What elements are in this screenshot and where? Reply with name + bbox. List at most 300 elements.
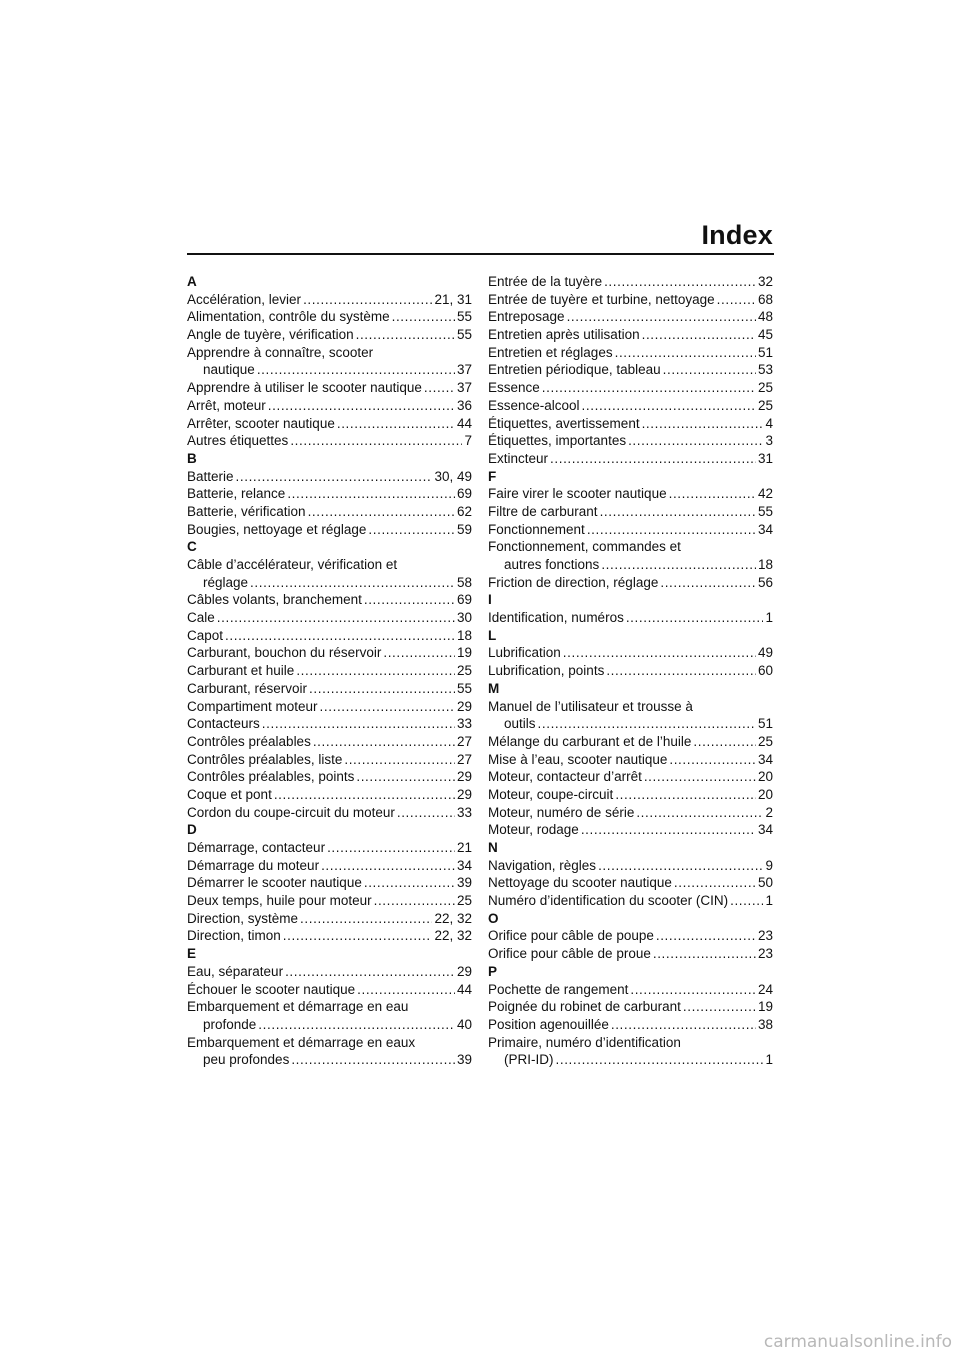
leader-dots xyxy=(217,609,455,627)
index-entry xyxy=(488,874,773,892)
index-entry-term: Orifice pour câble de proue xyxy=(488,946,651,962)
index-entry-term: autres fonctions xyxy=(504,557,600,572)
leader-dots xyxy=(669,751,756,769)
leader-dots xyxy=(628,432,763,450)
index-entry-page: 23 xyxy=(757,946,773,962)
index-entry-term: Contrôles préalables, points xyxy=(187,769,355,785)
index-entry-page: 42 xyxy=(757,486,773,502)
index-entry-term: Cordon du coupe-circuit du moteur xyxy=(187,804,395,820)
leader-dots xyxy=(642,415,764,433)
index-entry xyxy=(488,273,773,291)
leader-dots xyxy=(356,326,455,344)
index-entry-term: Direction, système xyxy=(187,910,299,926)
leader-dots xyxy=(296,662,455,680)
leader-dots xyxy=(262,715,455,733)
index-entry xyxy=(488,821,773,839)
leader-dots xyxy=(626,609,764,627)
index-entry-term: Échouer le scooter nautique xyxy=(187,981,356,997)
leader-dots xyxy=(693,733,756,751)
index-entry xyxy=(187,662,472,680)
index-entry xyxy=(488,768,773,786)
index-letter-heading: F xyxy=(488,468,497,484)
index-entry-term: Mise à l’eau, scooter nautique xyxy=(488,751,668,767)
leader-dots xyxy=(327,839,455,857)
leader-dots xyxy=(674,874,756,892)
index-entry-page: 58 xyxy=(456,574,472,590)
index-entry-page: 55 xyxy=(456,680,472,696)
index-entry xyxy=(488,574,773,592)
index-entry-term: peu profondes xyxy=(203,1052,290,1068)
index-entry-term: Accélération, levier xyxy=(187,291,302,307)
leader-dots xyxy=(268,397,455,415)
index-entry xyxy=(488,1051,773,1069)
index-entry-line: Câble d’accélérateur, vérification et xyxy=(187,557,398,572)
index-entry-term: Lubrification, points xyxy=(488,663,605,679)
index-entry-page: 19 xyxy=(757,999,773,1015)
index-entry-page: 1 xyxy=(765,1052,773,1068)
leader-dots xyxy=(424,379,455,397)
leader-dots xyxy=(636,804,763,822)
index-entry-page: 3 xyxy=(765,433,773,449)
index-entry xyxy=(187,733,472,751)
index-entry-page: 68 xyxy=(757,291,773,307)
index-entry-page: 1 xyxy=(765,610,773,626)
index-entry xyxy=(488,857,773,875)
index-entry-term: Numéro d’identification du scooter (CIN) xyxy=(488,893,729,909)
index-entry-page: 27 xyxy=(456,751,472,767)
index-entry-term: outils xyxy=(504,716,536,732)
index-entry-page: 20 xyxy=(757,769,773,785)
index-entry-term: Pochette de rangement xyxy=(488,981,629,997)
leader-dots xyxy=(344,751,455,769)
index-entry-term: Arrêt, moteur xyxy=(187,397,266,413)
index-entry xyxy=(488,344,773,362)
leader-dots xyxy=(287,485,455,503)
index-entry xyxy=(187,892,472,910)
index-entry-page: 22, 32 xyxy=(434,928,472,944)
index-letter-heading: M xyxy=(488,680,500,696)
index-entry-term: Bougies, nettoyage et réglage xyxy=(187,521,367,537)
index-entry-term: Autres étiquettes xyxy=(187,433,289,449)
index-letter-heading: E xyxy=(187,946,197,962)
index-entry xyxy=(488,715,773,733)
index-entry-page: 37 xyxy=(456,362,472,378)
index-entry xyxy=(187,927,472,945)
index-entry xyxy=(187,591,472,609)
index-entry-line: Manuel de l’utilisateur et trousse à xyxy=(488,698,693,714)
leader-dots xyxy=(656,927,756,945)
index-entry-term: Batterie xyxy=(187,468,234,484)
leader-dots xyxy=(290,432,462,450)
index-entry xyxy=(187,874,472,892)
index-entry xyxy=(488,945,773,963)
index-entry xyxy=(187,609,472,627)
index-entry-term: Contrôles préalables, liste xyxy=(187,751,343,767)
index-entry-page: 34 xyxy=(456,857,472,873)
index-entry-page: 20 xyxy=(757,786,773,802)
index-entry-page: 36 xyxy=(456,397,472,413)
index-entry-page: 31 xyxy=(757,450,773,466)
leader-dots xyxy=(250,574,455,592)
index-entry xyxy=(187,1016,472,1034)
leader-dots xyxy=(660,574,756,592)
index-entry xyxy=(187,680,472,698)
index-entry xyxy=(187,432,472,450)
leader-dots xyxy=(556,1051,764,1069)
index-entry-page: 29 xyxy=(456,769,472,785)
index-entry xyxy=(187,644,472,662)
leader-dots xyxy=(225,627,455,645)
index-entry-page: 25 xyxy=(456,893,472,909)
index-entry xyxy=(187,1051,472,1069)
index-entry-term: Orifice pour câble de poupe xyxy=(488,928,654,944)
leader-dots xyxy=(308,503,455,521)
index-entry-page: 30 xyxy=(456,610,472,626)
title-rule xyxy=(187,253,774,255)
index-entry xyxy=(187,397,472,415)
index-entry-term: Entretien après utilisation xyxy=(488,327,640,343)
index-entry-page: 25 xyxy=(456,663,472,679)
index-entry-term: Carburant, réservoir xyxy=(187,680,308,696)
index-entry xyxy=(488,556,773,574)
index-entry xyxy=(187,910,472,928)
index-entry-page: 39 xyxy=(456,875,472,891)
index-column-left xyxy=(187,273,472,1069)
leader-dots xyxy=(392,308,455,326)
index-entry xyxy=(187,786,472,804)
index-entry-term: Lubrification xyxy=(488,645,561,661)
index-entry xyxy=(488,981,773,999)
index-entry-page: 62 xyxy=(456,503,472,519)
index-entry-page: 29 xyxy=(456,698,472,714)
index-entry-term: Faire virer le scooter nautique xyxy=(488,486,667,502)
index-entry-term: Filtre de carburant xyxy=(488,503,598,519)
index-entry xyxy=(187,291,472,309)
index-entry-page: 25 xyxy=(757,397,773,413)
index-entry xyxy=(488,326,773,344)
index-entry xyxy=(488,1016,773,1034)
leader-dots xyxy=(368,521,455,539)
leader-dots xyxy=(291,1051,455,1069)
leader-dots xyxy=(582,397,756,415)
index-entry-term: Entretien et réglages xyxy=(488,344,613,360)
leader-dots xyxy=(257,361,455,379)
index-entry-page: 9 xyxy=(765,857,773,873)
index-entry xyxy=(488,804,773,822)
index-entry-line: Embarquement et démarrage en eaux xyxy=(187,1034,416,1050)
index-entry xyxy=(488,308,773,326)
index-entry-page: 25 xyxy=(757,733,773,749)
leader-dots xyxy=(303,291,432,309)
index-entry xyxy=(488,432,773,450)
index-entry-page: 48 xyxy=(757,309,773,325)
index-entry-page: 4 xyxy=(765,415,773,431)
leader-dots xyxy=(274,786,455,804)
index-entry-page: 59 xyxy=(456,521,472,537)
leader-dots xyxy=(309,680,455,698)
index-entry-page: 56 xyxy=(757,574,773,590)
index-column-right xyxy=(488,273,773,1069)
index-entry-page: 51 xyxy=(757,716,773,732)
index-entry-term: Mélange du carburant et de l’huile xyxy=(488,733,692,749)
index-entry-term: Entrée de la tuyère xyxy=(488,274,603,289)
leader-dots xyxy=(630,981,756,999)
index-letter-heading: A xyxy=(187,274,197,289)
index-entry-term: Étiquettes, avertissement xyxy=(488,415,640,431)
index-letter-heading: L xyxy=(488,627,497,643)
index-entry xyxy=(187,698,472,716)
index-entry-page: 49 xyxy=(757,645,773,661)
index-entry xyxy=(187,415,472,433)
index-entry xyxy=(187,308,472,326)
leader-dots xyxy=(601,556,756,574)
leader-dots xyxy=(313,733,455,751)
index-entry-term: Eau, séparateur xyxy=(187,963,284,979)
leader-dots xyxy=(669,485,756,503)
index-entry-term: Position agenouillée xyxy=(488,1016,609,1032)
index-entry-page: 25 xyxy=(757,380,773,396)
index-entry-page: 55 xyxy=(456,327,472,343)
index-entry-term: Navigation, règles xyxy=(488,857,597,873)
index-entry-term: (PRI-ID) xyxy=(504,1052,554,1068)
index-entry-page: 39 xyxy=(456,1052,472,1068)
index-entry xyxy=(488,662,773,680)
page-title: Index xyxy=(701,220,773,250)
index-entry-line: Primaire, numéro d’identification xyxy=(488,1034,681,1050)
index-entry-page: 34 xyxy=(757,751,773,767)
index-entry xyxy=(187,485,472,503)
index-entry-page: 55 xyxy=(757,503,773,519)
index-entry-page: 38 xyxy=(757,1016,773,1032)
index-entry-term: Alimentation, contrôle du système xyxy=(187,309,390,325)
index-entry xyxy=(187,768,472,786)
leader-dots xyxy=(563,644,756,662)
index-letter-heading: P xyxy=(488,963,498,979)
index-entry-page: 19 xyxy=(456,645,472,661)
index-entry-term: Poignée du robinet de carburant xyxy=(488,999,681,1015)
index-entry-term: Moteur, rodage xyxy=(488,822,579,838)
index-entry-page: 1 xyxy=(765,893,773,909)
index-entry-page: 60 xyxy=(757,663,773,679)
index-entry xyxy=(488,609,773,627)
index-entry-page: 7 xyxy=(464,433,472,449)
leader-dots xyxy=(337,415,455,433)
index-entry xyxy=(187,804,472,822)
index-entry-page: 18 xyxy=(456,627,472,643)
index-entry-term: Arrêter, scooter nautique xyxy=(187,415,335,431)
leader-dots xyxy=(383,644,455,662)
index-entry xyxy=(488,397,773,415)
index-entry xyxy=(187,963,472,981)
index-entry xyxy=(488,361,773,379)
index-entry-term: Entrée de tuyère et turbine, nettoyage xyxy=(488,291,715,307)
leader-dots xyxy=(644,768,756,786)
leader-dots xyxy=(542,379,756,397)
index-entry-term: Extincteur xyxy=(488,450,549,466)
index-entry xyxy=(488,485,773,503)
index-entry-term: Essence xyxy=(488,380,540,396)
index-entry-line: Embarquement et démarrage en eau xyxy=(187,999,409,1015)
leader-dots xyxy=(364,874,455,892)
leader-dots xyxy=(581,821,756,839)
index-letter-heading: C xyxy=(187,539,197,555)
index-entry xyxy=(488,733,773,751)
leader-dots xyxy=(600,503,756,521)
index-entry-line: Apprendre à connaître, scooter xyxy=(187,344,374,360)
index-entry-term: Apprendre à utiliser le scooter nautique xyxy=(187,380,422,396)
index-entry xyxy=(187,379,472,397)
index-entry-term: Câbles volants, branchement xyxy=(187,592,362,608)
leader-dots xyxy=(615,786,756,804)
index-entry xyxy=(187,627,472,645)
index-entry xyxy=(187,839,472,857)
watermark: carmanualsonline.info xyxy=(763,1332,952,1352)
leader-dots xyxy=(653,945,756,963)
index-entry xyxy=(488,786,773,804)
index-entry-page: 21, 31 xyxy=(434,291,472,307)
index-entry-page: 22, 32 xyxy=(434,910,472,926)
index-entry-term: Batterie, relance xyxy=(187,486,286,502)
leader-dots xyxy=(357,981,455,999)
index-entry xyxy=(187,361,472,379)
index-entry-page: 53 xyxy=(757,362,773,378)
leader-dots xyxy=(587,521,756,539)
index-entry-term: Cale xyxy=(187,610,215,626)
index-entry-term: Nettoyage du scooter nautique xyxy=(488,875,672,891)
leader-dots xyxy=(300,910,432,928)
index-entry xyxy=(488,291,773,309)
index-entry-page: 44 xyxy=(456,415,472,431)
index-entry-page: 55 xyxy=(456,309,472,325)
leader-dots xyxy=(663,361,756,379)
index-entry xyxy=(488,415,773,433)
index-entry-term: Identification, numéros xyxy=(488,610,624,626)
index-entry-term: Friction de direction, réglage xyxy=(488,574,659,590)
index-entry-page: 40 xyxy=(456,1016,472,1032)
index-letter-heading: I xyxy=(488,592,492,608)
index-entry xyxy=(187,503,472,521)
index-entry-term: Carburant, bouchon du réservoir xyxy=(187,645,382,661)
leader-dots xyxy=(356,768,455,786)
index-entry xyxy=(488,892,773,910)
leader-dots xyxy=(397,804,455,822)
leader-dots xyxy=(321,857,455,875)
leader-dots xyxy=(615,344,756,362)
index-entry-line: Fonctionnement, commandes et xyxy=(488,539,681,555)
index-entry-term: Fonctionnement xyxy=(488,521,585,537)
index-entry xyxy=(187,751,472,769)
leader-dots xyxy=(606,662,756,680)
leader-dots xyxy=(598,857,763,875)
index-entry-term: Moteur, numéro de série xyxy=(488,804,635,820)
index-letter-heading: O xyxy=(488,910,499,926)
index-letter-heading: D xyxy=(187,822,197,838)
index-entry-term: Moteur, coupe-circuit xyxy=(488,786,614,802)
index-entry-page: 30, 49 xyxy=(434,468,472,484)
index-entry xyxy=(187,521,472,539)
index-entry-page: 29 xyxy=(456,786,472,802)
index-entry xyxy=(488,521,773,539)
index-entry-term: profonde xyxy=(203,1016,257,1032)
index-entry-term: nautique xyxy=(203,362,255,378)
index-entry-page: 33 xyxy=(456,716,472,732)
leader-dots xyxy=(283,927,433,945)
index-letter-heading: N xyxy=(488,840,498,855)
index-entry-term: Coque et pont xyxy=(187,786,272,802)
index-entry xyxy=(488,450,773,468)
leader-dots xyxy=(285,963,455,981)
index-entry-page: 50 xyxy=(757,875,773,891)
index-entry xyxy=(488,927,773,945)
index-entry-page: 51 xyxy=(757,344,773,360)
leader-dots xyxy=(717,291,756,309)
leader-dots xyxy=(364,591,455,609)
index-entry-page: 32 xyxy=(757,274,773,289)
leader-dots xyxy=(567,308,756,326)
index-entry-page: 44 xyxy=(456,981,472,997)
index-entry-term: réglage xyxy=(203,574,249,590)
index-entry-page: 21 xyxy=(456,840,472,855)
index-entry xyxy=(187,468,472,486)
index-entry xyxy=(488,503,773,521)
leader-dots xyxy=(730,892,763,910)
index-entry-page: 2 xyxy=(765,804,773,820)
index-entry-page: 37 xyxy=(456,380,472,396)
index-entry-term: Entreposage xyxy=(488,309,565,325)
index-entry xyxy=(488,998,773,1016)
index-entry-page: 45 xyxy=(757,327,773,343)
index-entry xyxy=(187,981,472,999)
index-entry-term: Carburant et huile xyxy=(187,663,295,679)
index-entry-term: Contacteurs xyxy=(187,716,260,732)
index-entry xyxy=(187,715,472,733)
leader-dots xyxy=(374,892,455,910)
index-entry-page: 24 xyxy=(757,981,773,997)
leader-dots xyxy=(611,1016,756,1034)
index-entry-term: Deux temps, huile pour moteur xyxy=(187,893,372,909)
index-entry-page: 29 xyxy=(456,963,472,979)
index-entry-term: Direction, timon xyxy=(187,928,281,944)
index-entry-term: Moteur, contacteur d’arrêt xyxy=(488,769,642,785)
index-entry xyxy=(488,751,773,769)
index-entry-page: 18 xyxy=(757,557,773,572)
index-entry-page: 69 xyxy=(456,592,472,608)
index-entry-term: Étiquettes, importantes xyxy=(488,433,627,449)
index-entry-term: Démarrer le scooter nautique xyxy=(187,875,362,891)
index-entry-term: Angle de tuyère, vérification xyxy=(187,327,354,343)
leader-dots xyxy=(538,715,756,733)
index-entry-term: Démarrage du moteur xyxy=(187,857,320,873)
index-entry-term: Batterie, vérification xyxy=(187,503,306,519)
leader-dots xyxy=(604,273,756,291)
index-entry xyxy=(187,857,472,875)
index-entry xyxy=(187,574,472,592)
index-entry-page: 23 xyxy=(757,928,773,944)
index-entry xyxy=(488,379,773,397)
leader-dots xyxy=(320,698,455,716)
leader-dots xyxy=(683,998,756,1016)
index-entry-page: 34 xyxy=(757,822,773,838)
index-entry-term: Capot xyxy=(187,627,224,643)
index-entry xyxy=(187,326,472,344)
index-entry-term: Compartiment moteur xyxy=(187,698,318,714)
index-entry-page: 69 xyxy=(456,486,472,502)
index-entry-page: 33 xyxy=(456,804,472,820)
index-entry-page: 34 xyxy=(757,521,773,537)
index-entry-page: 27 xyxy=(456,733,472,749)
index-entry-term: Essence-alcool xyxy=(488,397,580,413)
index-entry-term: Entretien périodique, tableau xyxy=(488,362,661,378)
